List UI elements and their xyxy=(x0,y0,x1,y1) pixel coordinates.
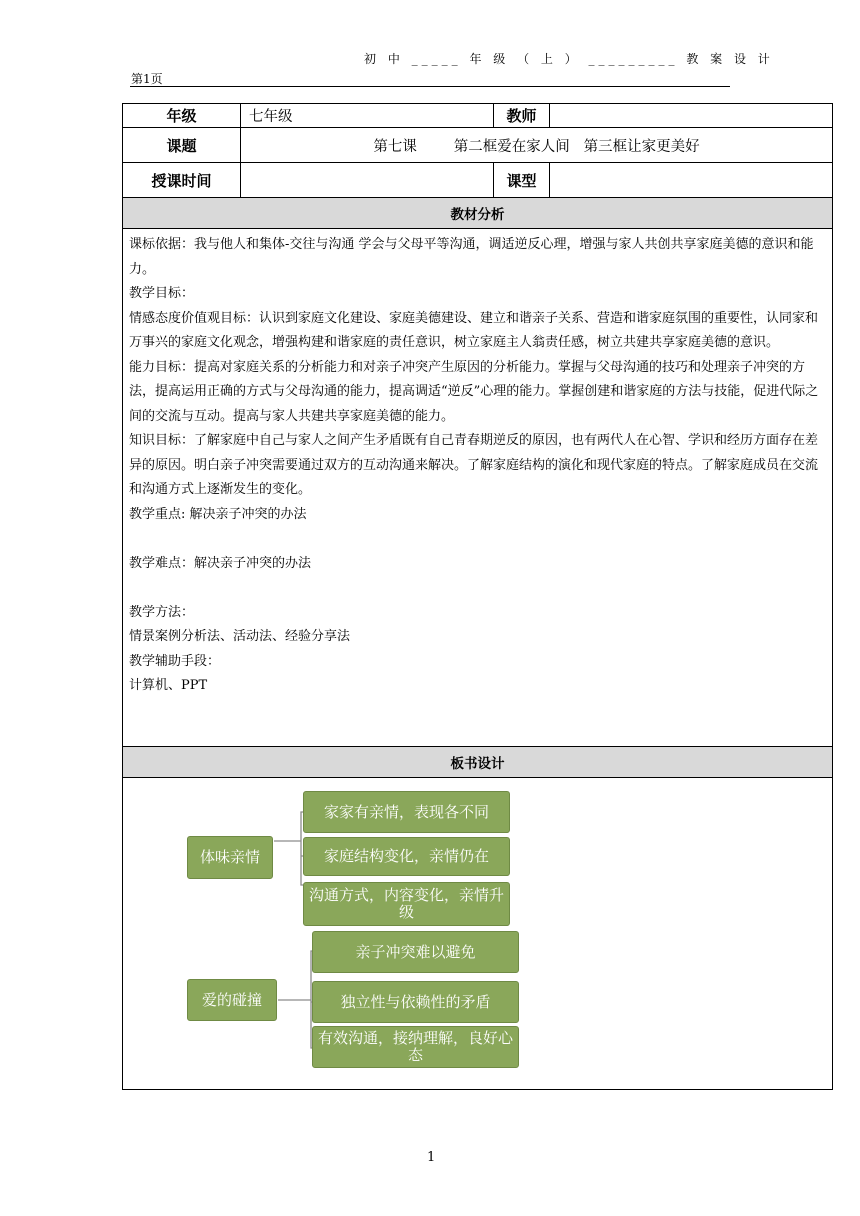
teaching-method-label: 教学方法： xyxy=(129,604,195,620)
type-value xyxy=(550,163,833,198)
node-branch-2-2: 独立性与依赖性的矛盾 xyxy=(312,981,519,1023)
node-branch-1-3: 沟通方式，内容变化，亲情升级 xyxy=(303,882,510,926)
topic-label: 课题 xyxy=(123,128,241,163)
teaching-aids: 计算机、PPT xyxy=(129,678,208,693)
knowledge-goal: 知识目标：了解家庭中自己与家人之间产生矛盾既有自己青春期逆反的原因，也有两代人在心智、学识和经历方面存在差异的原因。明白亲子冲突需要通过双方的互动沟通来解决。了解家庭结构的演化和现代家庭的特点。了解家庭成员在交流和沟通方式上逐渐发生的变化。 xyxy=(129,433,819,497)
teacher-value xyxy=(550,104,833,128)
node-branch-2-1: 亲子冲突难以避免 xyxy=(312,931,519,973)
teaching-aids-label: 教学辅助手段： xyxy=(129,653,221,669)
time-label: 授课时间 xyxy=(123,163,241,198)
lesson-plan-table xyxy=(122,103,833,1090)
connector-group1 xyxy=(274,812,303,885)
node-root-1: 体味亲情 xyxy=(187,836,273,879)
teaching-method: 情景案例分析法、活动法、经验分享法 xyxy=(129,629,351,644)
teaching-focus: 教学重点: 解决亲子冲突的办法 xyxy=(129,506,307,522)
grade-value: 七年级 xyxy=(241,104,494,128)
grade-label: 年级 xyxy=(123,104,241,128)
ability-goal: 能力目标：提高对家庭关系的分析能力和对亲子冲突产生原因的分析能力。掌握与父母沟通的技巧和处理亲子冲突的方法，提高运用正确的方式与父母沟通的能力，提高调适“逆反”心理的能力。掌握创建和谐家庭的方法与技能，促进代际之间的交流与互动。提高与家人共建共享家庭美德的能力。 xyxy=(129,359,819,424)
curriculum-basis: 课标依据：我与他人和集体-交往与沟通 学会与父母平等沟通，调适逆反心理，增强与家人共创共享家庭美德的意识和能力。 xyxy=(129,237,814,277)
header-rule xyxy=(130,86,730,87)
node-branch-1-2: 家庭结构变化，亲情仍在 xyxy=(303,837,510,876)
spacer xyxy=(129,576,826,601)
spacer xyxy=(129,527,826,552)
topic-value: 第七课 第二框爱在家人间 第三框让家更美好 xyxy=(241,128,833,163)
time-value xyxy=(241,163,494,198)
connector-group2 xyxy=(278,951,312,1048)
page-number: 1 xyxy=(427,1150,436,1165)
node-root-2: 爱的碰撞 xyxy=(187,979,277,1021)
analysis-content xyxy=(123,229,833,747)
emotion-goal: 情感态度价值观目标：认识到家庭文化建设、家庭美德建设、建立和谐亲子关系、营造和谐家庭氛围的重要性，认同家和万事兴的家庭文化观念，增强构建和谐家庭的责任意识，树立家庭主人翁责任感，树立共建共享家庭美德的意识。 xyxy=(129,310,819,350)
type-label: 课型 xyxy=(494,163,550,198)
page-label: 第1页 xyxy=(131,72,163,86)
board-diagram xyxy=(123,778,832,1089)
node-branch-1-1: 家家有亲情，表现各不同 xyxy=(303,791,510,833)
board-heading: 板书设计 xyxy=(123,747,833,778)
node-branch-2-3: 有效沟通，接纳理解，良好心态 xyxy=(312,1026,519,1068)
teaching-goals-label: 教学目标： xyxy=(129,286,195,301)
teacher-label: 教师 xyxy=(494,104,550,128)
header-title-line: 初 中 _____ 年 级 （ 上 ） _________ 教 案 设 计 xyxy=(364,52,774,66)
analysis-heading: 教材分析 xyxy=(123,198,833,229)
teaching-difficulty: 教学难点：解决亲子冲突的办法 xyxy=(129,555,312,571)
